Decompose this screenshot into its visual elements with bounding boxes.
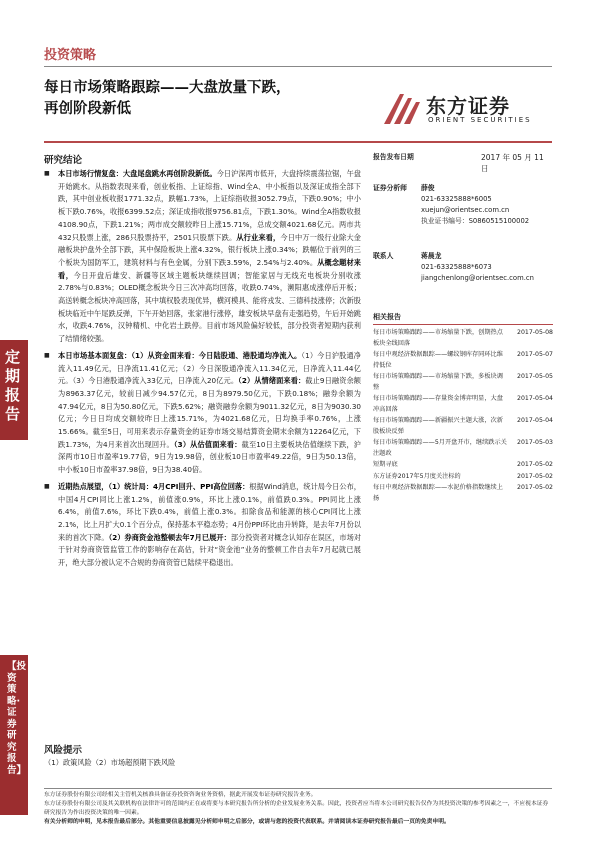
title-line-2: 再创阶段新低 [44, 101, 131, 117]
para1-lead: 本日市场行情复盘：大盘尾盘跳水再创阶段新低。 [58, 169, 217, 178]
report-date-label: 报告发布日期 [373, 153, 414, 161]
para3-lead2: （2）券商资金池整顿去年7月已展开： [108, 532, 231, 542]
list-item[interactable]: 东方证券2017年5月度关注标的 2017-05-02 [373, 472, 553, 480]
footer-divider [44, 788, 552, 789]
analyst-label: 证券分析师 [373, 184, 407, 192]
analyst-email[interactable]: xuejun@orientsec.com.cn [421, 206, 510, 214]
contact-name: 蒋晨龙 [421, 252, 442, 260]
contact-label: 联系人 [373, 252, 394, 260]
list-item[interactable]: 每日市场策略跟踪——存量资金博弈明显，大盘冲高回落 2017-05-04 [373, 395, 553, 413]
report-type-band [0, 340, 28, 440]
list-item[interactable]: 每日市场策略跟踪——新疆振兴主题大涨，次新股板块反弹 2017-05-04 [373, 417, 553, 435]
logo-cn: 东方证券 [426, 94, 510, 118]
list-item[interactable]: 每日市场策略跟踪——市场缩量下跌，创期热点板块全线回落 2017-05-08 [373, 329, 553, 347]
related-divider [373, 324, 553, 325]
para1-lead2: 从行业来看， [236, 232, 281, 242]
para2-text2: 截止9日融资余额为8963.37亿元，较前日减少94.57亿元，8日为8979.50亿元，下跌0.18%；融券余额为47.94亿元，8日为50.80亿元，下跌5.62%；融资融券余额为9011.32亿元，8日为9030.30亿元；今日日均成交额较昨日上涨15.71%，为4021.68亿元，日均换手率0.76%，上涨15.66%。截至5日，可用来表示存量资金的证券市场交易结算资金期末余额为12264亿元，下跌1.73%，为4月来首次出现回升。 [58, 376, 361, 449]
para1-text3: 今日开盘后雄安、新疆等区域主题板块继续回调；智能家居与无线充电板块分别收涨2.78%与0.83%；OLED概念板块今日三次冲高均回落，收跌0.74%，濒阳惠成涨停后开板；高送转概念板块冲高回落，其中填权股表现优异，横河模具、能将戎发、三德科技涨停；次新股板块临近中午尾跌反弹，下午开始回落，张家港行涨停，雄安板块早盘有走强趋势，午后开始跳水，收跌4.76%，汉钟精机、中化岩土跌停。目前市场风险偏好较低，部分投资者短期内获利了结情绪较强。 [58, 270, 361, 344]
orient-logo-icon [380, 90, 422, 128]
para2-text: （1）今日沪股通净流入11.49亿元，日净流11.41亿元；（2）今日深股通净流入11.34亿元，日净流入11.44亿元。（3）今日港股通净流入33亿元，日净流入20亿元。 [58, 350, 361, 386]
para2-lead2: （2）从情绪面来看： [238, 376, 306, 386]
contact-email[interactable]: jiangchenlong@orientsec.com.cn [421, 274, 534, 282]
market-review-paragraph [44, 168, 361, 346]
report-type-text: 定期报告 [5, 348, 21, 423]
para1-text2: 今日中万一级行业除大金融板块护盘外全部下跌，其中保险板块上涨4.32%，银行板块上涨0.34%；跌幅位于前列的三个板块为国防军工，建筑材料与有色金属，分别下跌3.59%，2.54%与2.40%。 [58, 232, 361, 267]
list-item[interactable]: 每日市场策略跟踪——市场缩量下跌，多板块调整 2017-05-05 [373, 373, 553, 391]
risk-heading: 风险提示 [44, 745, 83, 756]
para2-text3: 截至10日主要板块估值继续下跌，沪深两市10日市盈率19.77倍，9日为19.98倍，创业板10日市盈率49.22倍，9日为50.13倍，中小板10日市盈率37.98倍，9日为38.40倍。 [58, 439, 361, 475]
related-reports-heading: 相关报告 [373, 313, 401, 321]
top-divider [44, 66, 552, 67]
para1-text: 今日沪深两市低开，大盘持续震荡拉锯，午盘开始跳水。从指数表现来看，创业板指、上证综指、Wind全A、中小板指以及深证成指全部下跌，其中创业板收报1771.32点，跌幅1.73%，上证综指收报3052.79点，下跌0.90%；中小板下跌0.76%，收报6399.52点；深证成指收报9756.81点，下跌1.30%。Wind全A指数收报4108.90点，下跌1.21%；两市成交额较昨日上涨15.71%，总成交额4021.68亿元。两市共432只股票上涨，286只股票持平，2501只股票下跌。 [58, 169, 361, 242]
contact-phone: 021-63325888*6073 [421, 263, 492, 271]
analyst-cert: 执业证书编号：S0860515100002 [421, 217, 530, 225]
logo-en: ORIENT SECURITIES [428, 116, 532, 124]
list-item[interactable]: 短期寻底 2017-05-02 [373, 461, 553, 468]
para2-lead: 本日市场基本面复盘： [58, 350, 132, 360]
company-logo [380, 86, 550, 134]
outlook-paragraph [44, 481, 361, 570]
category-tag-text: 【投资策略·证券研究报告】 [7, 661, 27, 776]
para3-text2: 部分投资者对概念认知存在误区，市场对于针对券商资管监管工作的影响存在高估，针对“资金池”业务的整顿工作自去年7月起就已展开，绝大部分被认定不合规的券商资管已陆续平稳退出。 [58, 532, 361, 568]
report-date-value: 2017 年 05 月 11 日 [481, 153, 544, 173]
analyst-name: 薛俊 [421, 184, 435, 192]
footer-line-2: 东方证券股份有限公司及其关联机构在法律许可的范围内正在或将要与本研究报告所分析的企业发展业务关系。因此，投资者应当将本公司研究报告仅作为其投资决策的参考因素之一，不应视本证券研究报告为作出投资决策的唯一因素。 [44, 801, 549, 816]
footer-line-1: 东方证券股份有限公司经相关主管机关核准具备证券投资咨询业务资格，据此开展发布证券研究报告业务。 [44, 792, 317, 798]
related-reports-list [373, 328, 553, 505]
fundamentals-paragraph [44, 350, 361, 477]
summary-body [44, 168, 361, 574]
summary-heading: 研究结论 [44, 155, 83, 166]
footer-line-3: 有关分析师的申明，见本报告最后部分。其他重要信息披露见分析师申明之后部分，或请与您的投资代表联系。并请阅读本证券研究报告最后一页的免责申明。 [44, 819, 450, 825]
para1-lead3: 从概念题材来看， [58, 257, 361, 280]
list-item[interactable]: 每日市场策略跟踪——5月开盘开市，继续跌示关注题政 2017-05-03 [373, 439, 553, 457]
category-tag [0, 655, 28, 815]
disclaimer-footer [44, 791, 552, 827]
header-accent-divider [44, 141, 552, 143]
list-item[interactable]: 每日中观经济数据跟踪——水泥价格指数继续上扬 2017-05-02 [373, 484, 553, 502]
section-label: 投资策略 [44, 48, 97, 63]
para3-text: 根据Wind消息，统计局今日公布，中国4月CPI同比上涨1.2%，前值涨0.9%，环比上涨0.1%，前值跌0.3%。PPI同比上涨6.4%，前值7.6%，环比下跌0.4%，前值上涨0.3%。扣除食品和能源的核心CPI同比上涨2.1%，比上月扩大0.1个百分点，保持基本平稳态势；4月份PPI环比由升转降，是去年7月份以来的首次下降。 [58, 481, 361, 542]
para3-lead-b: （1）统计局：4月CPI回升、PPI高位回落： [108, 481, 250, 491]
para2-lead3: （3）从估值面来看： [173, 439, 242, 449]
list-item[interactable]: 每日中观经济数据跟踪——螺纹钢库存同环比维持低位 2017-05-07 [373, 351, 553, 369]
analyst-phone: 021-63325888*6005 [421, 195, 492, 203]
title-line-1: 每日市场策略跟踪——大盘放量下跌， [44, 80, 291, 96]
report-title [44, 78, 344, 120]
risk-text: （1）政策风险（2）市场超预期下跌风险 [44, 758, 176, 767]
para3-lead: 近期热点展望， [58, 481, 109, 491]
para2-lead-b: （1）从资金面来看：今日陆股通、港股通均净流入。 [131, 350, 302, 360]
